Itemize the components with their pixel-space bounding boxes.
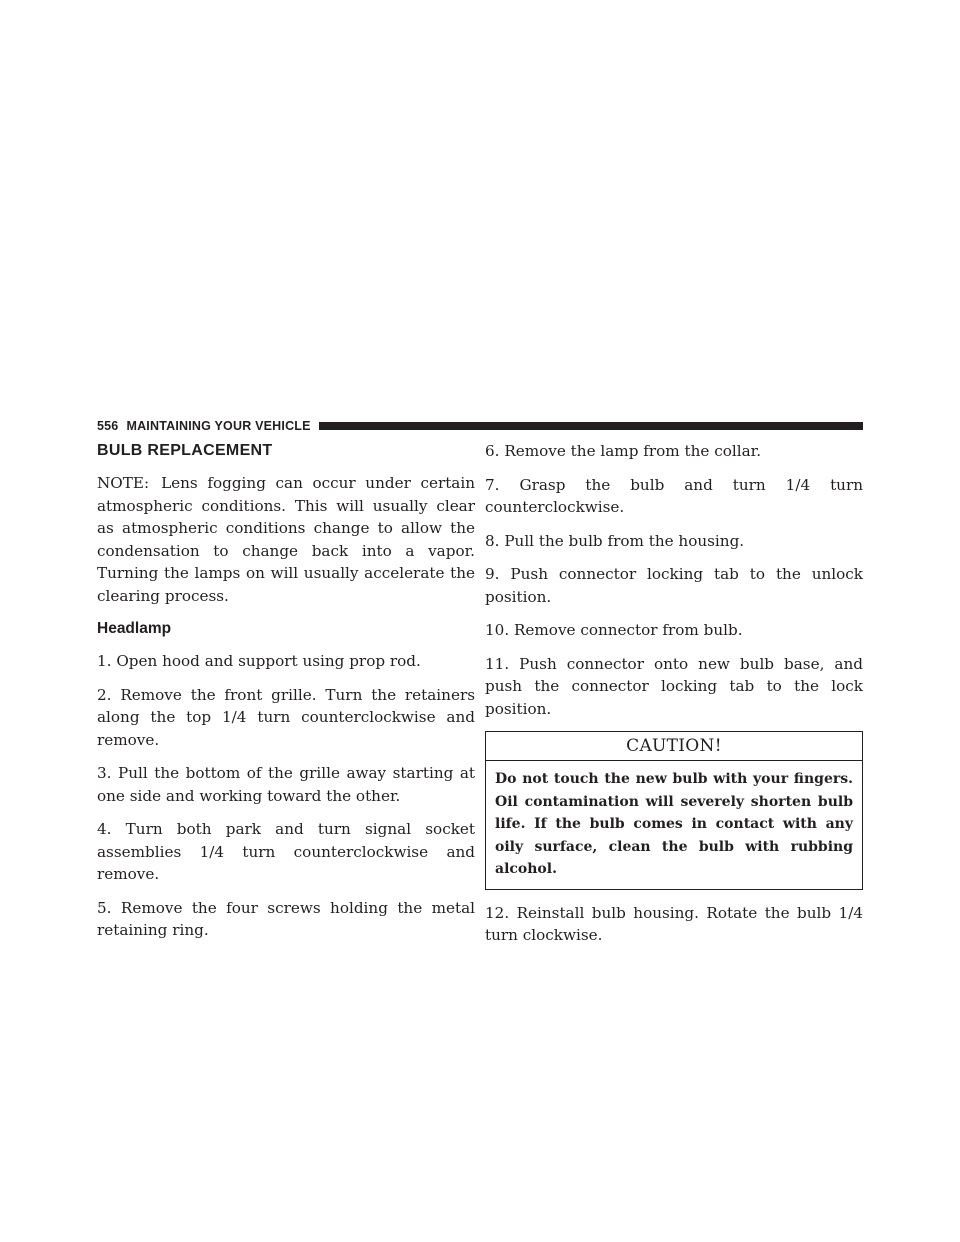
left-column — [97, 440, 475, 953]
step-6: 6. Remove the lamp from the collar. — [485, 442, 762, 460]
page-header — [97, 419, 863, 433]
step-3: 3. Pull the bottom of the grille away starting at one side and working toward the other. — [97, 764, 475, 805]
section-title: BULB REPLACEMENT — [97, 442, 273, 459]
caution-text: Do not touch the new bulb with your fingers. Oil contamination will severely shorten bulb life. If the bulb comes in contact with any oily surface, clean the bulb with rubbing alcohol. — [495, 771, 853, 877]
caution-box — [485, 731, 863, 890]
right-column — [485, 440, 863, 958]
step-12: 12. Reinstall bulb housing. Rotate the bulb 1/4 turn clockwise. — [485, 903, 863, 944]
subsection-title: Headlamp — [97, 620, 172, 637]
step-8: 8. Pull the bulb from the housing. — [485, 531, 745, 550]
note-text: Lens fogging can occur under certain atmospheric conditions. This will usually clear as atmospheric conditions change to allow the condensation to change back into a vapor. Turning the lamps on will usually accelerate the clearing process. — [97, 474, 475, 605]
step-10: 10. Remove connector from bulb. — [485, 621, 743, 639]
caution-title: CAUTION! — [486, 732, 862, 761]
page-number: 556 — [97, 419, 119, 433]
step-5: 5. Remove the four screws holding the metal retaining ring. — [97, 898, 475, 939]
note-label: NOTE: — [97, 474, 150, 492]
header-rule — [319, 422, 863, 430]
section-name: MAINTAINING YOUR VEHICLE — [126, 419, 311, 433]
step-2: 2. Remove the front grille. Turn the retainers along the top 1/4 turn counterclockwise and remove. — [97, 685, 475, 749]
step-9: 9. Push connector locking tab to the unlock position. — [485, 565, 863, 606]
step-4: 4. Turn both park and turn signal socket assemblies 1/4 turn counterclockwise and remove. — [97, 820, 475, 883]
step-1: 1. Open hood and support using prop rod. — [97, 652, 421, 670]
note-paragraph — [97, 472, 475, 607]
step-7: 7. Grasp the bulb and turn 1/4 turn counterclockwise. — [485, 475, 863, 516]
step-11: 11. Push connector onto new bulb base, and push the connector locking tab to the lock position. — [485, 654, 863, 718]
